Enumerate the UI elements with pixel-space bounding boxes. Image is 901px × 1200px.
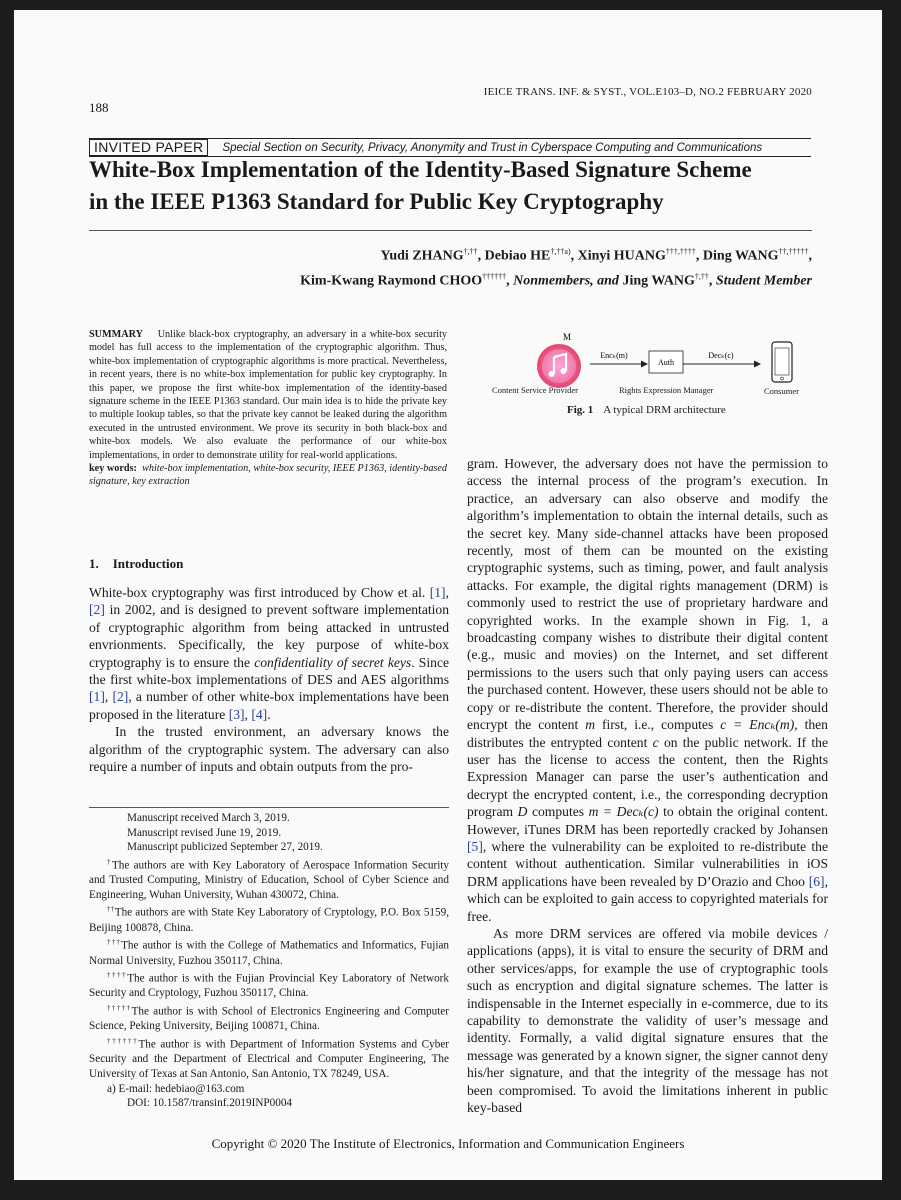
special-section-label: Special Section on Security, Privacy, Anonymity and Trust in Cyberspace Computing and Communications (222, 141, 763, 154)
figure-caption-text: A typical DRM architecture (603, 404, 726, 416)
citation-link[interactable]: [5] (467, 838, 483, 854)
author-list (72, 242, 812, 291)
footnotes (89, 811, 449, 1111)
emphasis-text: confidentiality of secret keys (254, 654, 412, 670)
citation-link[interactable]: [6] (808, 873, 825, 889)
paper-page (14, 10, 882, 1180)
affiliation-footnote: ††††††The author is with Department of Information Systems and Cyber Security and the Department of Electrical and Computer Engineering, The University of Texas at San Antonio, San Antonio, TX 78249, USA. (89, 1036, 450, 1080)
copyright-footer: Copyright © 2020 The Institute of Electronics, Information and Communication Engineers (211, 1136, 685, 1151)
citation-link[interactable]: [2] (112, 689, 129, 705)
intro-paragraph-1: White-box cryptography was first introduced by Chow et al. [1], [2] in 2002, and is designed to prevent software implementation of cryptographic algorithm from being attacked in untrusted envrionments. Specifically, the key purpose of white-box cryptography is to ensure the confidentiality of secret keys. Since the first white-box implementations of DES and AES algorithms [1], [2], a number of other white-box implementations have been proposed in the literature [3], [4]. (89, 585, 450, 722)
membership-label: Nonmembers, (513, 273, 594, 289)
author-conjunction: and (597, 273, 619, 289)
doi: DOI: 10.1587/transinf.2019INP0004 (127, 1097, 293, 1110)
author-name: Kim-Kwang Raymond CHOO (300, 273, 483, 289)
rem-label: Rights Expression Manager (619, 385, 714, 395)
paper-title (89, 154, 829, 218)
abstract (89, 328, 447, 489)
equation-enc: c = Encₖ(m) (720, 717, 795, 733)
summary-text: Unlike black-box cryptography, an adversary in a white-box security model has full access to the implementation of the cryptographic algorithm. Thus, white-box implementation of cryptographic algorithms is more practical. Nevertheless, in recent years, there is no white-box implementation for public key cryptography. In this paper, we propose the first white-box implementation of the identity-based signature scheme in the IEEE P1363 standard. Our main idea is to hide the private key to multiple lookup tables, so that the private key cannot be leaked during the algorithm executed in the untrusted environment. We prove its security in both black-box and white-box models. We also evaluate the performance of our white-box implementations, in order to demonstrate utility for real-world applications. (89, 329, 447, 461)
keywords-label: key words: (89, 463, 137, 475)
author-name: Ding WANG (702, 248, 779, 264)
affiliation-footnote: †The authors are with Key Laboratory of Aerospace Information Security and Trusted Computing, Ministry of Education, School of Cyber Science and Engineering, Wuhan University, Wuhan 430072, China. (89, 857, 449, 901)
keywords-text: white-box implementation, white-box security, IEEE P1363, identity-based signature, key extraction (89, 463, 448, 488)
author-affil: †,††a) (550, 247, 571, 256)
affiliation-footnote: ††The authors are with State Key Laboratory of Cryptology, P.O. Box 5159, Beijing 100878, China. (89, 905, 449, 934)
manuscript-revised: Manuscript revised June 19, 2019. (127, 826, 282, 839)
title-line-1: White-Box Implementation of the Identity-Based Signature Scheme (89, 157, 752, 182)
body-paragraph-2: As more DRM services are offered via mobile devices / applications (apps), it is vital to ensure the security of DRM and other services/apps, for example the use of cryptographic tools such as encryption and digital signature schemes. The latter is indispensable in the Internet especially in e-commerce, due to its capability to demonstrate the validity of user’s message and identity. Formally, a valid digital signature ensures that the message was generated by a known signer, the signer cannot deny his/her signature, and that the integrity of the message has not been compromised. To avoid the limitations inherent in public key-based (467, 925, 828, 1116)
section-title: Introduction (112, 556, 184, 571)
auth-label: Auth (658, 358, 674, 367)
section-heading (89, 556, 197, 572)
author-affil: ††,††††† (778, 247, 809, 256)
author-line-2: Kim-Kwang Raymond CHOO††††††, Nonmembers, and Jing WANG†,††, Student Member (300, 271, 812, 289)
intro-paragraph-2: In the trusted environment, an adversary knows the algorithm of the cryptographic system. The adversary can also require a number of inputs and obtain outputs from the pro- (89, 724, 449, 775)
journal-header: IEICE TRANS. INF. & SYST., VOL.E103–D, NO.2 FEBRUARY 2020 (483, 86, 812, 98)
citation-link[interactable]: [4] (251, 706, 268, 722)
consumer-label: Consumer (764, 386, 799, 396)
invited-paper-label: INVITED PAPER (89, 139, 208, 156)
author-line-1: Yudi ZHANG†,††, Debiao $HE^{\dagger,\dagger\dagger a)}$, Xinyi HUANG†††,††††, Ding WANG††,†††††, (380, 247, 812, 264)
dec-label: Decₖ(c) (708, 351, 734, 360)
author-affil: †††,†††† (665, 247, 696, 256)
section-number: 1. (89, 556, 99, 571)
author-affil: †††††† (482, 271, 507, 281)
footnote-divider (89, 807, 449, 808)
author-name: Xinyi HUANG (577, 248, 666, 264)
author-name: Jing WANG (622, 273, 695, 289)
affiliation-footnote: †††††The author is with School of Electronics Engineering and Computer Science, Peking University, Beijing 100871, China. (89, 1004, 450, 1033)
title-divider (89, 230, 812, 231)
left-column-body (89, 584, 449, 775)
keywords (89, 462, 447, 489)
figure-caption (567, 404, 726, 416)
citation-link[interactable]: [2] (89, 602, 105, 618)
equation-dec: m = Decₖ(c) (588, 804, 659, 820)
author-affil: †,†† (694, 271, 709, 281)
summary-label: SUMMARY (89, 329, 143, 340)
right-column-body (467, 455, 828, 1116)
author-affil: †,†† (463, 247, 478, 256)
body-paragraph-1: gram. However, the adversary does not have the permission to access the internal process of the program’s execution. In practice, an adversary can also observe and modify the algorithm’s implementation to obtain the internal details, such as the secret key. Many side-channel attacks have been proposed recently, most of them can be mounted on the existing cryptographic systems, such as timing, power, and fault analysis attacks. For example, the digital rights management (DRM) is commonly used to restrict the use of proprietary hardware and copyrighted works. In the example shown in Fig. 1, a broadcasting company wishes to distribute their digital content (e.g., music and movies) on the Internet, and set different permissions to the users such that only paying users can access the purchased content. However, these users should not be able to copy or re-distribute the content. Therefore, the provider should encrypt the content m first, i.e., computes c = Encₖ(m), then distributes the entrypted content c on the public network. If the user has the license to access the content, then the Rights Expression Manager can parse the user’s authentication and decrypt the encrypted content, i.e., the corresponding decryption program D computes m = Decₖ(c) to obtain the original content. However, iTunes DRM has been reportedly cracked by Johansen [5], where the vulnerability can be exploited to re-distribute the content without authentication. Similar vulnerabilities in iOS DRM applications have been revealed by D’Orazio and Choo [6], which can be exploited to gain access to copyrighted materials for free. (467, 456, 829, 924)
figure-number: Fig. 1 (567, 404, 594, 416)
m-label: M (562, 332, 572, 342)
citation-link[interactable]: [3] (228, 706, 245, 722)
manuscript-received: Manuscript received March 3, 2019. (127, 812, 290, 824)
membership-label: Student Member (715, 273, 812, 289)
title-line-2: in the IEEE P1363 Standard for Public Key Cryptography (89, 189, 664, 214)
summary-body (89, 328, 447, 462)
page-number: 188 (89, 100, 109, 115)
enc-label: Encₖ(m) (600, 351, 628, 360)
manuscript-publicized: Manuscript publicized September 27, 2019. (127, 841, 323, 854)
affiliation-footnote: †††The author is with the College of Mathematics and Informatics, Fujian Normal University, Fuzhou 350117, China. (89, 938, 449, 967)
email-footnote: a) E-mail: hedebiao@163.com (107, 1082, 245, 1095)
affiliation-footnote: ††††The author is with the Fujian Provincial Key Laboratory of Network Security and Cryptology, Fuzhou 350117, China. (89, 971, 449, 1000)
csp-label: Content Service Provider (492, 385, 578, 395)
author-name: Yudi ZHANG (380, 248, 464, 264)
author-name: Debiao HE (484, 248, 551, 264)
citation-link[interactable]: [1] (89, 689, 105, 705)
citation-link[interactable]: [1] (429, 585, 446, 600)
